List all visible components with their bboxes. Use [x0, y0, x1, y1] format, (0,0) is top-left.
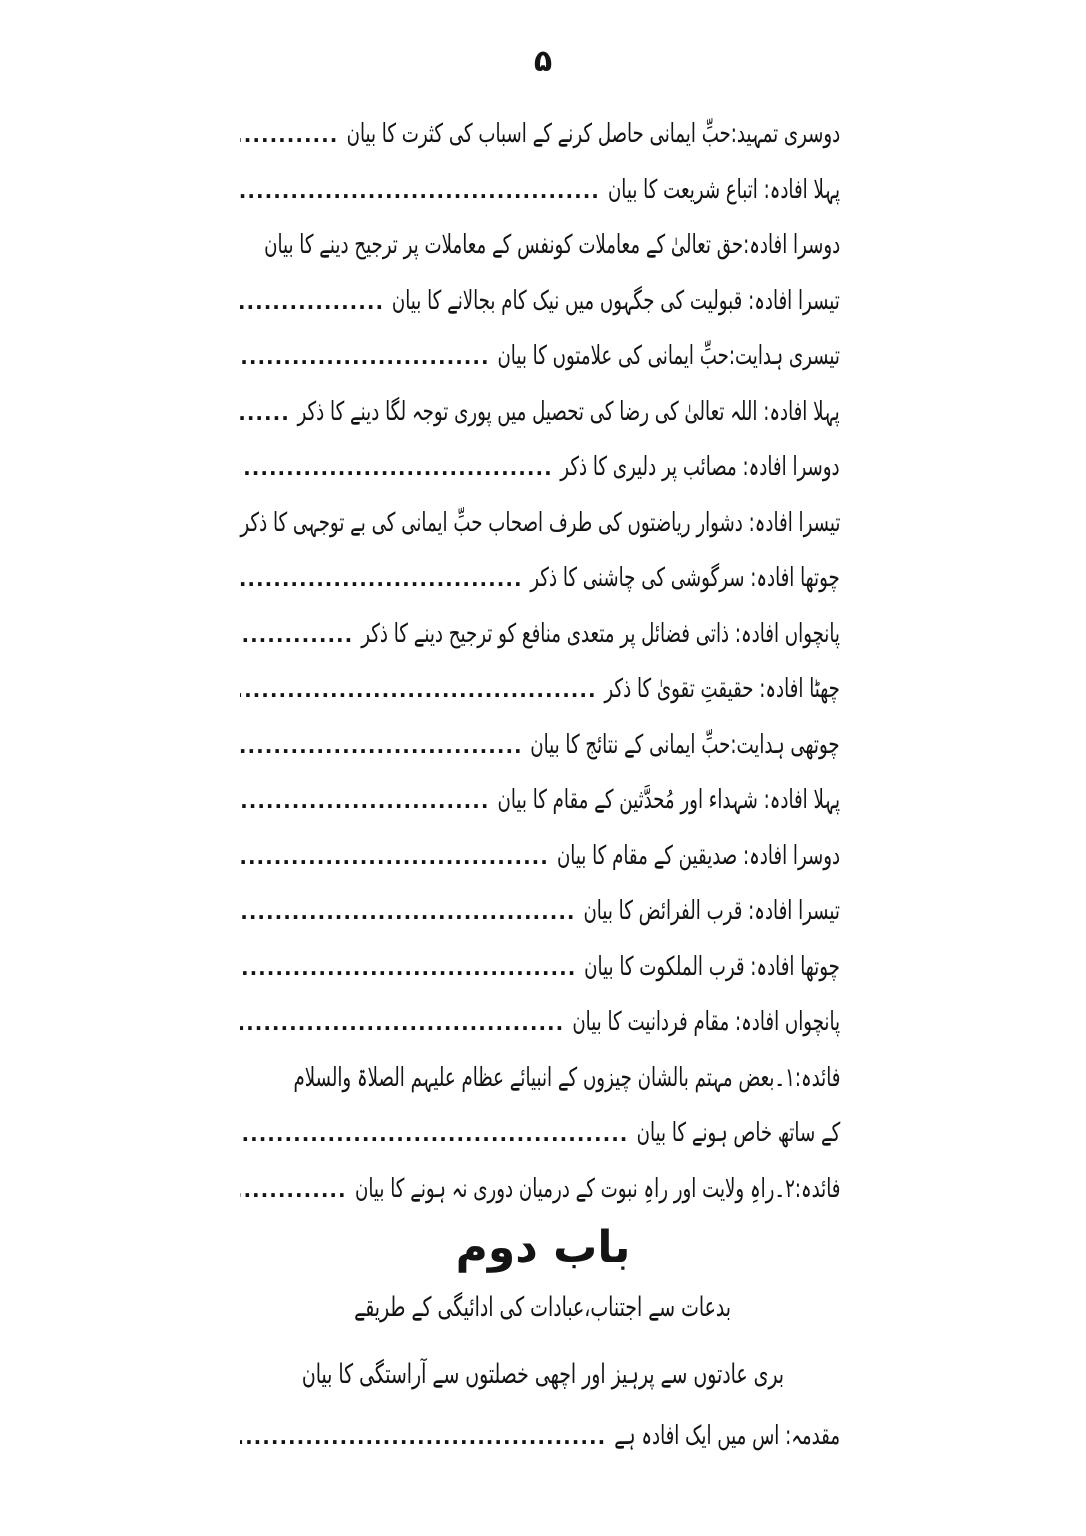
closing-entry-block [240, 1409, 840, 1465]
chapter-subtitle-text: بدعات سے اجتناب،عبادات کی ادائیگی کے طریقے [354, 1292, 732, 1323]
toc-entry-label: پہلا افادہ: شہداء اور مُحدَّثین کے مقام کا بیان [497, 785, 840, 815]
toc-entry-label: پانچواں افادہ: ذاتی فضائل پر متعدی منافع کو ترجیح دینے کا ذکر [361, 618, 840, 649]
toc-entry-text [498, 329, 840, 385]
toc-entry-text [557, 829, 840, 885]
toc-entry-text [531, 551, 840, 607]
chapter-subtitle-text: بری عادتوں سے پرہیز اور اچھی خصلتوں سے آراستگی کا بیان [301, 1359, 785, 1390]
toc-entry [240, 1409, 840, 1465]
leader-dots [240, 719, 523, 775]
toc-entry-text [355, 1162, 840, 1218]
toc-entry-label: چوتھا افادہ: سرگوشی کی چاشنی کا ذکر [530, 563, 840, 593]
leader-dots [240, 386, 290, 442]
toc-entry-text [614, 1409, 840, 1465]
leader-dots [240, 663, 597, 719]
leader-dots [240, 108, 338, 164]
leader-dots [240, 1107, 628, 1163]
leader-dots [240, 941, 576, 997]
toc-entry-text [636, 1106, 840, 1162]
toc-entry [240, 496, 840, 552]
toc-entry-text [497, 773, 840, 829]
toc-entry [240, 1051, 840, 1107]
toc-entry-label: تیسری ہدایت:حبِّ ایمانی کی علامتوں کا بیان [497, 341, 840, 371]
toc-entry-text [584, 940, 840, 996]
toc-entry-text [608, 163, 840, 219]
toc-entry-label: چوتھا افادہ: قرب الملکوت کا بیان [584, 951, 840, 982]
page-number: ۵ [533, 44, 553, 79]
table-of-contents [240, 107, 840, 1217]
toc-entry [240, 107, 840, 163]
toc-entry-text [392, 274, 840, 330]
toc-entry [240, 829, 840, 885]
toc-entry [240, 995, 840, 1051]
leader-dots [240, 441, 553, 497]
toc-entry-text [561, 440, 840, 496]
leader-dots [240, 608, 353, 664]
leader-dots [240, 164, 600, 220]
toc-entry-label: فائدہ:۱۔بعض مہتم بالشان چیزوں کے انبیائے عظام علیہم الصلاۃ والسلام [293, 1062, 840, 1093]
leader-dots [240, 1163, 347, 1219]
toc-entry [240, 884, 840, 940]
toc-entry [240, 551, 840, 607]
toc-entry-label: دوسرا افادہ:حق تعالیٰ کے معاملات کونفس کے معاملات پر ترجیح دینے کا بیان [263, 230, 840, 260]
leader-dots [240, 330, 490, 386]
leader-dots [240, 1410, 606, 1466]
toc-entry [240, 718, 840, 774]
leader-dots [240, 830, 549, 886]
toc-entry [240, 440, 840, 496]
chapter-title: باب دوم [455, 1222, 631, 1273]
toc-entry [240, 940, 840, 996]
toc-entry [240, 274, 840, 330]
toc-entry [240, 385, 840, 441]
toc-entry-text [361, 607, 840, 663]
leader-dots [240, 996, 564, 1052]
toc-entry [240, 607, 840, 663]
leader-dots [240, 275, 384, 331]
toc-entry-text [346, 107, 840, 163]
leader-dots [240, 885, 576, 941]
toc-entry-label: تیسرا افادہ: قرب الفرائض کا بیان [583, 896, 840, 926]
toc-entry [240, 163, 840, 219]
toc-entry-text [293, 1051, 840, 1107]
toc-entry-label: دوسرا افادہ: مصائب پر دلیری کا ذکر [560, 452, 840, 482]
toc-entry-text [531, 718, 840, 774]
toc-entry-text [572, 995, 840, 1051]
toc-entry-label: دوسری تمہید:حبِّ ایمانی حاصل کرنے کے اسباب کی کثرت کا بیان [346, 119, 840, 149]
toc-entry [240, 1106, 840, 1162]
chapter-subtitle [0, 1347, 1086, 1403]
toc-entry-label: پہلا افادہ: اللہ تعالیٰ کی رضا کی تحصیل میں پوری توجہ لگا دینے کا ذکر [297, 396, 840, 427]
toc-entry-label: فائدہ:۲۔راہِ ولایت اور راہِ نبوت کے درمیان دوری نہ ہونے کا بیان [354, 1173, 840, 1204]
toc-entry-label: دوسرا افادہ: صدیقین کے مقام کا بیان [556, 840, 840, 871]
toc-entry-label: کے ساتھ خاص ہونے کا بیان [636, 1118, 840, 1148]
toc-entry [240, 662, 840, 718]
toc-entry-text [605, 662, 840, 718]
toc-entry-text [240, 496, 840, 552]
toc-entry-label: تیسرا افادہ: دشوار ریاضتوں کی طرف اصحاب حبِّ ایمانی کی بے توجہی کا ذکر [240, 507, 840, 538]
toc-entry-text [264, 218, 840, 274]
toc-entry [240, 329, 840, 385]
toc-entry-text [584, 884, 840, 940]
toc-entry [240, 218, 840, 274]
toc-entry [240, 1162, 840, 1218]
toc-entry-label: چھٹا افادہ: حقیقتِ تقویٰ کا ذکر [604, 674, 840, 704]
toc-entry-label: پانچواں افادہ: مقام فردانیت کا بیان [572, 1007, 840, 1037]
toc-entry-text [298, 385, 840, 441]
toc-entry-label: پہلا افادہ: اتباع شریعت کا بیان [607, 174, 840, 205]
toc-entry-label: تیسرا افادہ: قبولیت کی جگہوں میں نیک کام بجالانے کا بیان [392, 285, 840, 316]
leader-dots [240, 774, 489, 830]
toc-entry [240, 773, 840, 829]
toc-entry-label: چوتھی ہدایت:حبِّ ایمانی کے نتائج کا بیان [530, 729, 840, 760]
toc-entry-label: مقدمہ: اس میں ایک افادہ ہے [614, 1421, 840, 1451]
leader-dots [240, 552, 523, 608]
chapter-subtitle [0, 1280, 1086, 1336]
